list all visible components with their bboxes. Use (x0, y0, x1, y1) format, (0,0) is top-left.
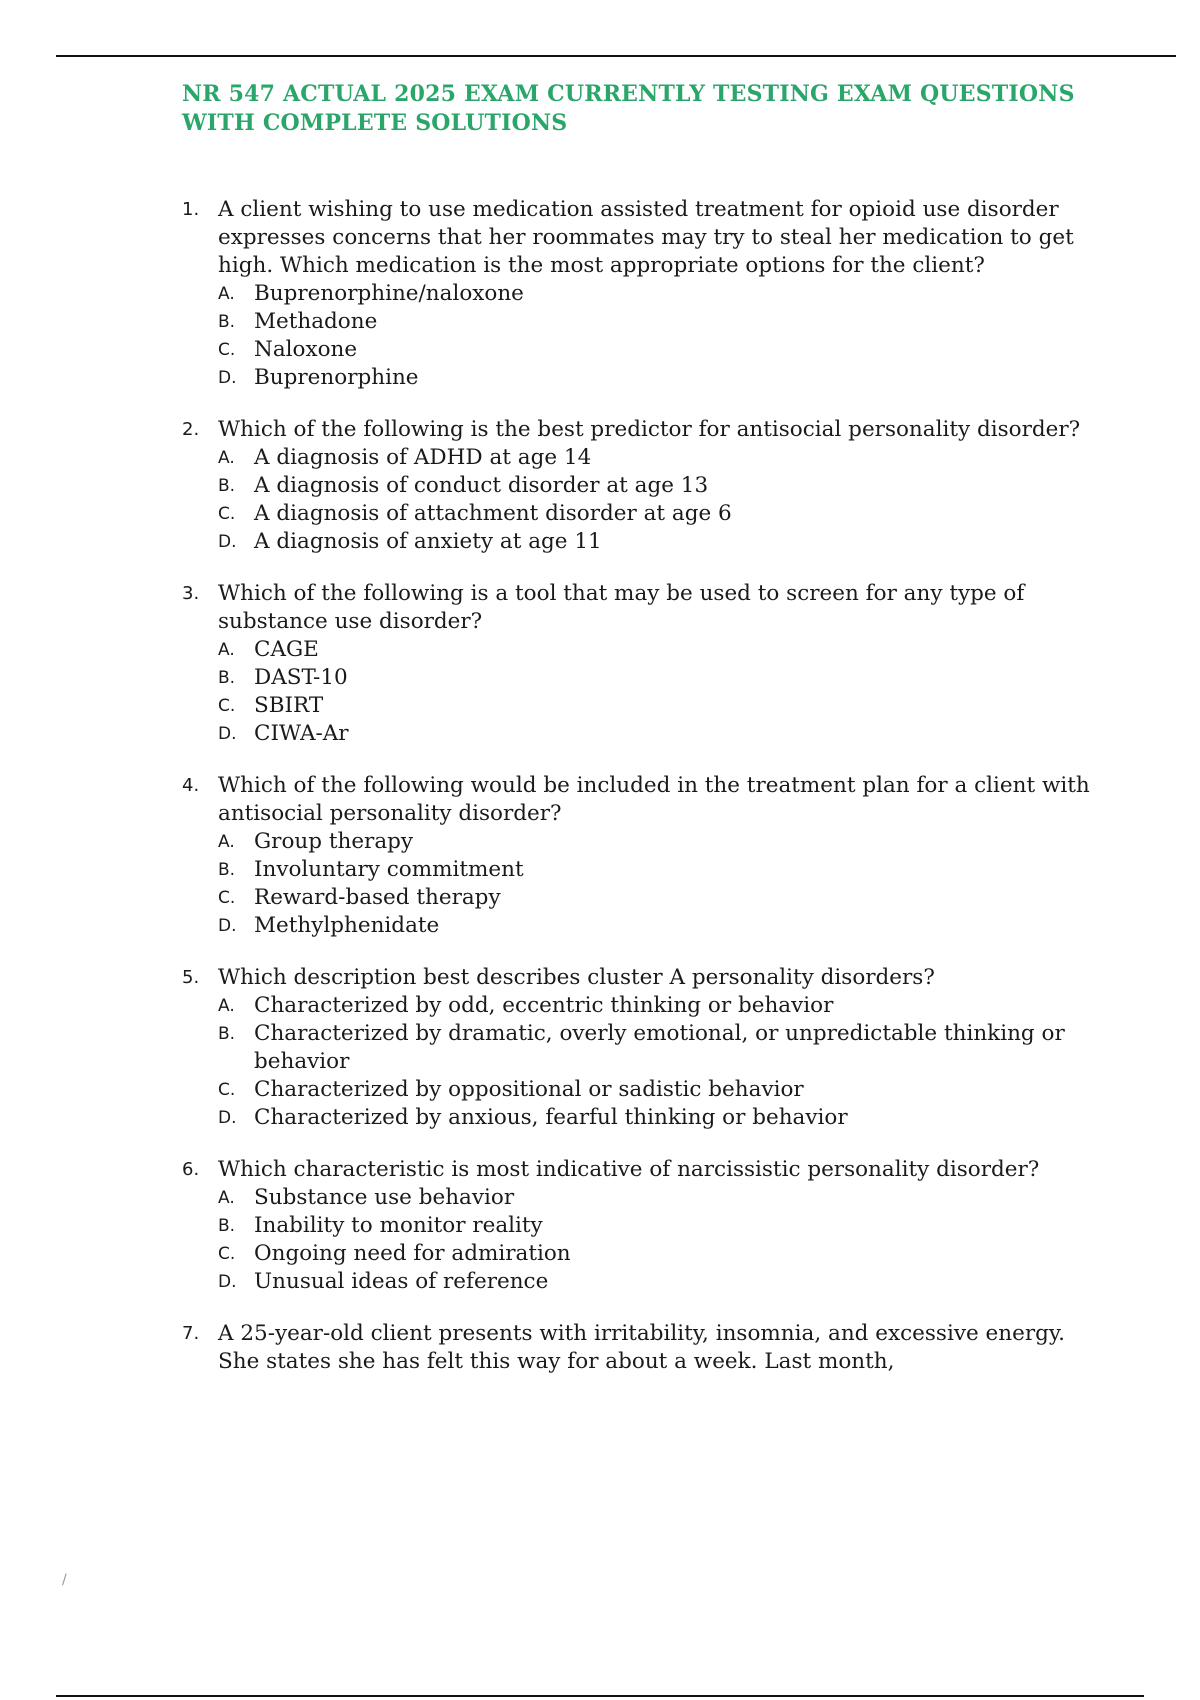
option-letter: B. (218, 476, 236, 496)
option-list (182, 636, 1112, 748)
option-b (218, 664, 1112, 692)
option-list (182, 1184, 1112, 1296)
option-text: Reward-based therapy (254, 885, 501, 910)
option-c (218, 336, 1112, 364)
stray-mark: / (62, 1572, 67, 1588)
option-letter: B. (218, 312, 236, 332)
option-letter: C. (218, 888, 236, 908)
question-number: 3. (182, 583, 200, 604)
option-letter: D. (218, 368, 237, 388)
option-d (218, 1268, 1112, 1296)
option-text: Characterized by odd, eccentric thinking or behavior (254, 993, 834, 1018)
option-text: Group therapy (254, 829, 414, 854)
option-d (218, 528, 1112, 556)
question-5 (182, 964, 1112, 1132)
option-text: A diagnosis of conduct disorder at age 13 (254, 473, 709, 498)
option-text: Involuntary commitment (254, 857, 524, 882)
option-letter: B. (218, 860, 236, 880)
question-text: Which characteristic is most indicative of narcissistic personality disorder? (218, 1157, 1040, 1182)
option-letter: B. (218, 1024, 236, 1044)
option-text: SBIRT (254, 693, 324, 718)
option-letter: D. (218, 1272, 237, 1292)
option-a (218, 280, 1112, 308)
option-c (218, 884, 1112, 912)
question-number: 4. (182, 775, 200, 796)
option-letter: D. (218, 916, 237, 936)
question-3 (182, 580, 1112, 748)
option-b (218, 308, 1112, 336)
question-text: A 25-year-old client presents with irritability, insomnia, and excessive energy. She states she has felt this way for about a week. Last month, (218, 1321, 1065, 1374)
option-letter: B. (218, 1216, 236, 1236)
question-text: A client wishing to use medication assisted treatment for opioid use disorder expresses concerns that her roommates may try to steal her medication to get high. Which medication is the most appropriate options for the client? (218, 197, 1074, 278)
option-letter: D. (218, 1108, 237, 1128)
option-list (182, 280, 1112, 392)
option-c (218, 1076, 1112, 1104)
option-d (218, 720, 1112, 748)
option-c (218, 692, 1112, 720)
question-number: 6. (182, 1159, 200, 1180)
question-text: Which description best describes cluster A personality disorders? (218, 965, 935, 990)
option-text: Characterized by anxious, fearful thinking or behavior (254, 1105, 848, 1130)
top-rule (56, 55, 1176, 57)
option-c (218, 500, 1112, 528)
option-text: Inability to monitor reality (254, 1213, 543, 1238)
option-letter: A. (218, 448, 235, 468)
option-text: Ongoing need for admiration (254, 1241, 571, 1266)
option-text: Methylphenidate (254, 913, 440, 938)
option-text: Methadone (254, 309, 378, 334)
question-list (182, 196, 1112, 1400)
option-letter: A. (218, 640, 235, 660)
option-text: CIWA-Ar (254, 721, 349, 746)
question-1 (182, 196, 1112, 392)
option-text: Unusual ideas of reference (254, 1269, 549, 1294)
option-b (218, 472, 1112, 500)
option-letter: C. (218, 340, 236, 360)
question-7 (182, 1320, 1112, 1376)
option-text: Substance use behavior (254, 1185, 515, 1210)
option-d (218, 912, 1112, 940)
option-list (182, 828, 1112, 940)
option-letter: C. (218, 696, 236, 716)
option-text: Buprenorphine (254, 365, 419, 390)
option-text: DAST-10 (254, 665, 348, 690)
option-text: A diagnosis of ADHD at age 14 (254, 445, 592, 470)
question-4 (182, 772, 1112, 940)
option-text: A diagnosis of attachment disorder at age 6 (254, 501, 732, 526)
question-text: Which of the following is the best predictor for antisocial personality disorder? (218, 417, 1081, 442)
option-a (218, 1184, 1112, 1212)
option-letter: A. (218, 284, 235, 304)
option-c (218, 1240, 1112, 1268)
option-list (182, 444, 1112, 556)
option-letter: D. (218, 532, 237, 552)
option-text: Buprenorphine/naloxone (254, 281, 524, 306)
option-letter: A. (218, 1188, 235, 1208)
option-b (218, 856, 1112, 884)
option-d (218, 1104, 1112, 1132)
question-number: 7. (182, 1323, 200, 1344)
option-letter: B. (218, 668, 236, 688)
option-a (218, 828, 1112, 856)
question-text: Which of the following is a tool that may be used to screen for any type of substance use disorder? (218, 581, 1025, 634)
option-text: A diagnosis of anxiety at age 11 (254, 529, 602, 554)
question-number: 5. (182, 967, 200, 988)
question-text: Which of the following would be included in the treatment plan for a client with antisocial personality disorder? (218, 773, 1090, 826)
option-a (218, 992, 1112, 1020)
option-text: Naloxone (254, 337, 358, 362)
option-text: CAGE (254, 637, 319, 662)
option-a (218, 444, 1112, 472)
option-letter: C. (218, 504, 236, 524)
question-2 (182, 416, 1112, 556)
option-b (218, 1212, 1112, 1240)
question-6 (182, 1156, 1112, 1296)
option-d (218, 364, 1112, 392)
option-letter: A. (218, 996, 235, 1016)
option-letter: C. (218, 1244, 236, 1264)
question-number: 1. (182, 199, 200, 220)
option-letter: D. (218, 724, 237, 744)
option-b (218, 1020, 1112, 1076)
option-letter: A. (218, 832, 235, 852)
option-text: Characterized by dramatic, overly emotional, or unpredictable thinking or behavior (254, 1021, 1065, 1074)
bottom-rule (56, 1695, 1144, 1697)
option-letter: C. (218, 1080, 236, 1100)
question-number: 2. (182, 419, 200, 440)
option-list (182, 992, 1112, 1132)
document-title: NR 547 ACTUAL 2025 EXAM CURRENTLY TESTING EXAM QUESTIONS WITH COMPLETE SOLUTIONS (182, 81, 1075, 136)
option-a (218, 636, 1112, 664)
option-text: Characterized by oppositional or sadistic behavior (254, 1077, 804, 1102)
